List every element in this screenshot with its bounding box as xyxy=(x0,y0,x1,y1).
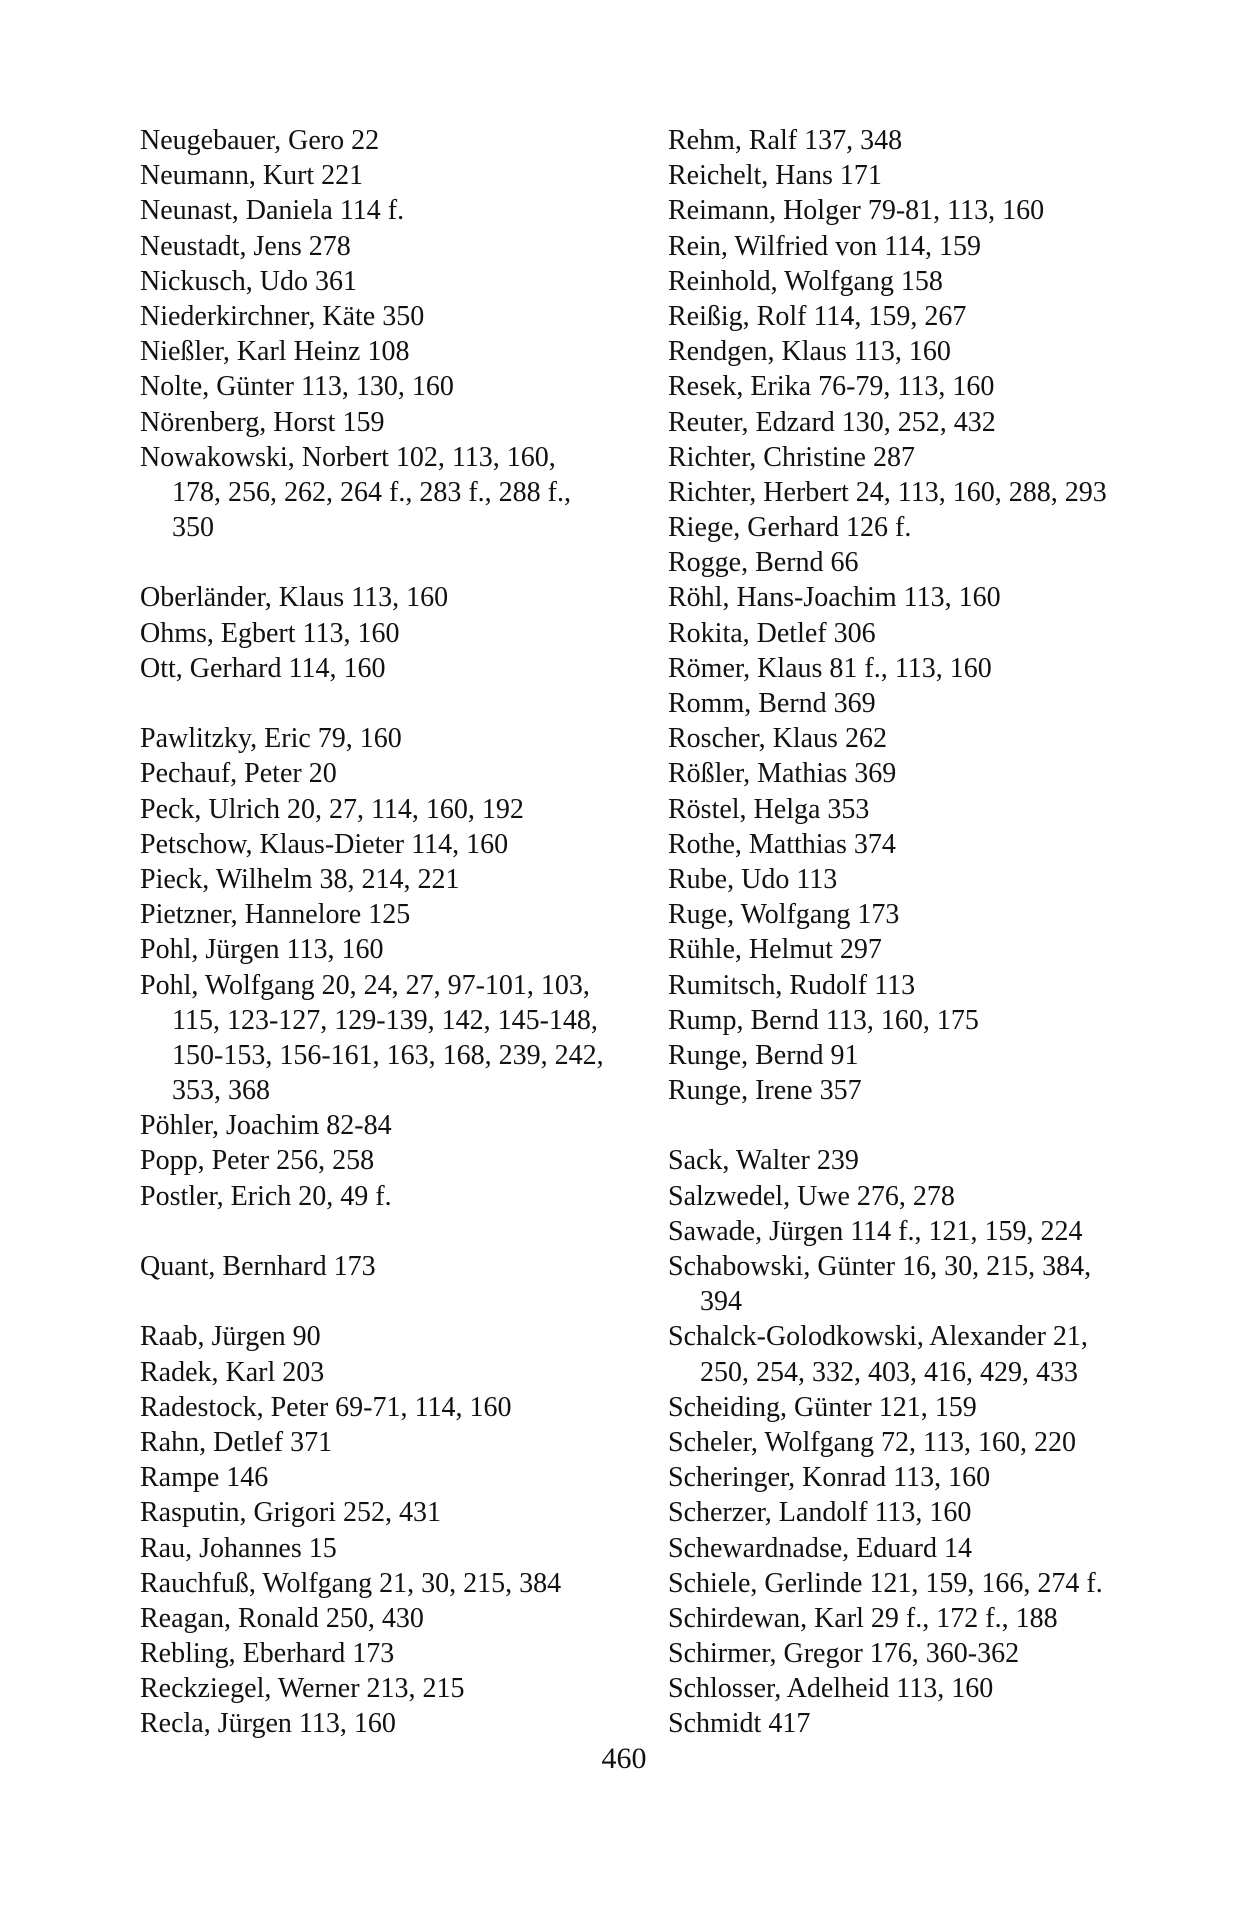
index-entry: Pietzner, Hannelore 125 xyxy=(140,899,411,931)
index-entry: Rokita, Detlef 306 xyxy=(668,617,876,649)
index-entry: Nolte, Günter 113, 130, 160 xyxy=(140,371,454,403)
index-entry: Romm, Bernd 369 xyxy=(668,688,876,719)
index-entry: Raab, Jürgen 90 xyxy=(140,1321,321,1353)
index-entry: Petschow, Klaus-Dieter 114, 160 xyxy=(140,828,509,860)
index-entry: Pawlitzky, Eric 79, 160 xyxy=(140,723,402,755)
index-entry: Resek, Erika 76-79, 113, 160 xyxy=(668,371,995,403)
section-gap xyxy=(668,1108,1228,1143)
index-entry: Rößler, Mathias 369 xyxy=(668,758,897,790)
index-entry: Schalck-Golodkowski, Alexander 21, xyxy=(668,1321,1088,1353)
index-entry: Richter, Herbert 24, 113, 160, 288, 293 xyxy=(668,476,1107,508)
index-entry: Nörenberg, Horst 159 xyxy=(140,406,385,438)
index-entry-continuation: 250, 254, 332, 403, 416, 429, 433 xyxy=(700,1356,1078,1388)
index-entry: Pohl, Jürgen 113, 160 xyxy=(140,934,384,966)
index-entry: Römer, Klaus 81 f., 113, 160 xyxy=(668,652,992,684)
index-entry-continuation: 178, 256, 262, 264 f., 283 f., 288 f., xyxy=(172,476,571,508)
index-entry: Popp, Peter 256, 258 xyxy=(140,1145,375,1177)
index-entry: Rasputin, Grigori 252, 431 xyxy=(140,1497,441,1529)
page-number: 460 xyxy=(601,1742,647,1775)
index-entry: Nickusch, Udo 361 xyxy=(140,265,357,297)
index-entry: Peck, Ulrich 20, 27, 114, 160, 192 xyxy=(140,793,524,825)
index-entry: Riege, Gerhard 126 f. xyxy=(668,512,912,544)
index-entry: Sack, Walter 239 xyxy=(668,1145,859,1177)
index-entry-continuation: 150-153, 156-161, 163, 168, 239, 242, xyxy=(172,1039,604,1071)
index-entry: Pohl, Wolfgang 20, 24, 27, 97-101, 103, xyxy=(140,969,590,1001)
index-entry: Rumitsch, Rudolf 113 xyxy=(668,969,916,1001)
index-entry: Schabowski, Günter 16, 30, 215, 384, xyxy=(668,1251,1092,1282)
index-entry: Schiele, Gerlinde 121, 159, 166, 274 f. xyxy=(668,1567,1103,1599)
index-entry: Salzwedel, Uwe 276, 278 xyxy=(668,1180,955,1212)
index-entry: Schlosser, Adelheid 113, 160 xyxy=(668,1673,994,1705)
index-entry: Reagan, Ronald 250, 430 xyxy=(140,1602,424,1634)
index-entry: Ott, Gerhard 114, 160 xyxy=(140,652,386,684)
section-gap xyxy=(140,686,660,721)
index-column-left xyxy=(140,123,660,1742)
index-entry: Rühle, Helmut 297 xyxy=(668,934,882,966)
index-entry-continuation: 394 xyxy=(700,1286,742,1318)
index-entry: Radestock, Peter 69-71, 114, 160 xyxy=(140,1391,512,1423)
index-entry: Reuter, Edzard 130, 252, 432 xyxy=(668,406,996,438)
index-entry: Rauchfuß, Wolfgang 21, 30, 215, 384 xyxy=(140,1567,562,1599)
index-entry: Radek, Karl 203 xyxy=(140,1356,325,1388)
section-gap xyxy=(140,545,660,580)
index-entry: Neunast, Daniela 114 f. xyxy=(140,195,405,227)
index-entry: Rehm, Ralf 137, 348 xyxy=(668,125,903,156)
index-entry: Reckziegel, Werner 213, 215 xyxy=(140,1673,465,1705)
index-entry-continuation: 350 xyxy=(172,512,214,544)
index-entry: Rau, Johannes 15 xyxy=(140,1532,337,1564)
index-entry: Scheiding, Günter 121, 159 xyxy=(668,1391,977,1423)
index-entry: Scheringer, Konrad 113, 160 xyxy=(668,1462,991,1494)
index-entry: Pöhler, Joachim 82-84 xyxy=(140,1110,392,1142)
index-entry: Rein, Wilfried von 114, 159 xyxy=(668,230,982,262)
index-entry: Runge, Irene 357 xyxy=(668,1075,862,1107)
index-entry-continuation: 115, 123-127, 129-139, 142, 145-148, xyxy=(172,1004,598,1036)
index-entry-continuation: 353, 368 xyxy=(172,1075,270,1107)
index-entry: Pieck, Wilhelm 38, 214, 221 xyxy=(140,863,460,895)
index-entry: Neumann, Kurt 221 xyxy=(140,160,364,192)
index-entry: Rendgen, Klaus 113, 160 xyxy=(668,336,951,368)
index-entry: Nowakowski, Norbert 102, 113, 160, xyxy=(140,441,556,473)
index-entry: Reimann, Holger 79-81, 113, 160 xyxy=(668,195,1045,227)
index-entry: Scherzer, Landolf 113, 160 xyxy=(668,1497,972,1529)
index-entry: Roscher, Klaus 262 xyxy=(668,723,887,755)
index-column-right xyxy=(668,123,1228,1742)
index-entry: Oberländer, Klaus 113, 160 xyxy=(140,582,449,614)
index-entry: Neustadt, Jens 278 xyxy=(140,230,351,262)
index-entry: Reißig, Rolf 114, 159, 267 xyxy=(668,300,967,332)
index-entry: Schmidt 417 xyxy=(668,1708,811,1740)
index-entry: Rampe 146 xyxy=(140,1462,269,1494)
index-entry: Ruge, Wolfgang 173 xyxy=(668,899,900,931)
index-entry: Reichelt, Hans 171 xyxy=(668,160,882,192)
index-entry: Neugebauer, Gero 22 xyxy=(140,125,380,156)
index-entry: Quant, Bernhard 173 xyxy=(140,1251,376,1282)
index-entry: Niederkirchner, Käte 350 xyxy=(140,300,425,332)
index-entry: Schirmer, Gregor 176, 360-362 xyxy=(668,1638,1020,1670)
index-entry: Recla, Jürgen 113, 160 xyxy=(140,1708,396,1740)
index-entry: Richter, Christine 287 xyxy=(668,441,915,473)
index-entry: Röstel, Helga 353 xyxy=(668,793,870,825)
index-entry: Rebling, Eberhard 173 xyxy=(140,1638,395,1670)
index-entry: Rogge, Bernd 66 xyxy=(668,547,859,579)
index-entry: Reinhold, Wolfgang 158 xyxy=(668,265,943,297)
index-entry: Scheler, Wolfgang 72, 113, 160, 220 xyxy=(668,1426,1077,1458)
index-entry: Rahn, Detlef 371 xyxy=(140,1426,333,1458)
section-gap xyxy=(140,1214,660,1249)
index-entry: Rube, Udo 113 xyxy=(668,863,838,895)
section-gap xyxy=(140,1284,660,1319)
index-entry: Runge, Bernd 91 xyxy=(668,1039,859,1071)
index-entry: Ohms, Egbert 113, 160 xyxy=(140,617,400,649)
index-entry: Pechauf, Peter 20 xyxy=(140,758,337,790)
index-entry: Rump, Bernd 113, 160, 175 xyxy=(668,1004,979,1036)
index-entry: Nießler, Karl Heinz 108 xyxy=(140,336,410,368)
index-entry: Rothe, Matthias 374 xyxy=(668,828,896,860)
index-entry: Postler, Erich 20, 49 f. xyxy=(140,1180,392,1212)
index-entry: Sawade, Jürgen 114 f., 121, 159, 224 xyxy=(668,1215,1083,1247)
index-entry: Schirdewan, Karl 29 f., 172 f., 188 xyxy=(668,1602,1058,1634)
index-entry: Röhl, Hans-Joachim 113, 160 xyxy=(668,582,1001,614)
index-entry: Schewardnadse, Eduard 14 xyxy=(668,1532,973,1564)
